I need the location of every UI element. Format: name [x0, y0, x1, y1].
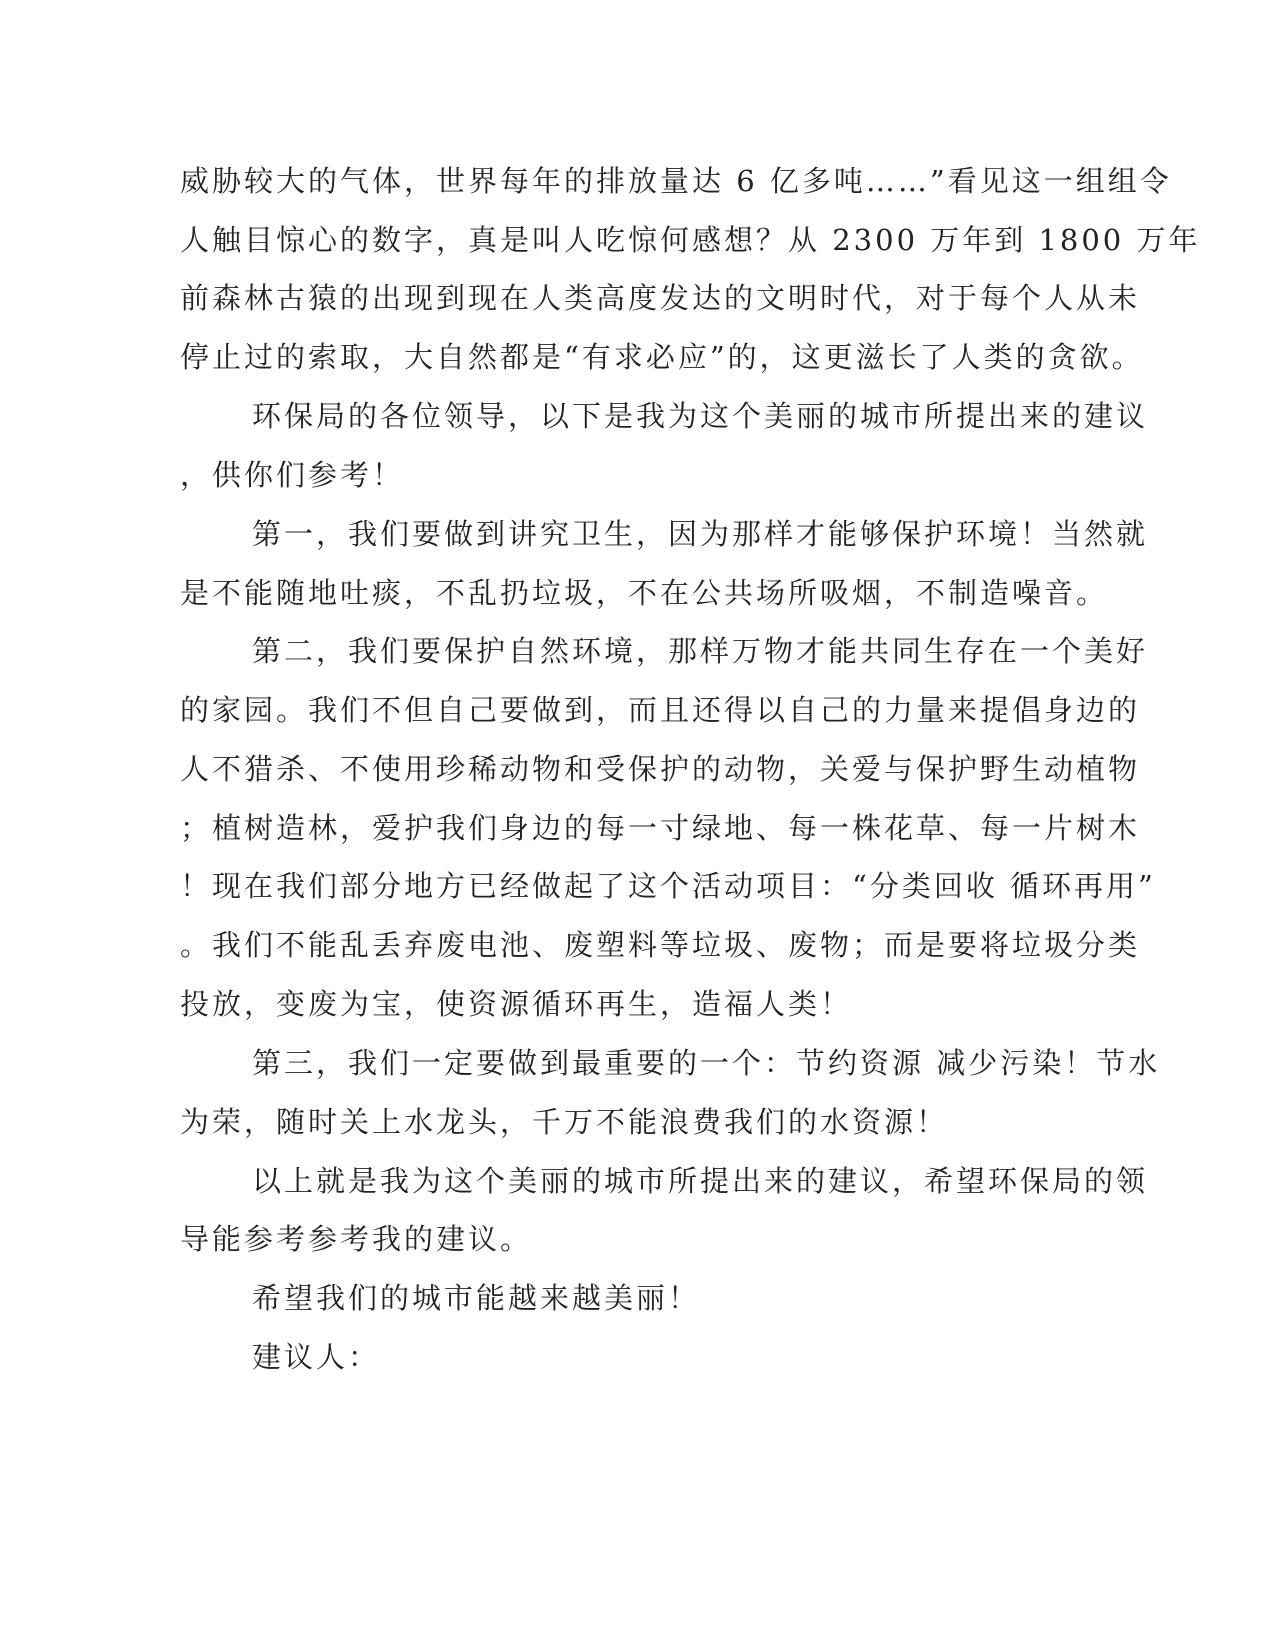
text-line: ，供你们参考！	[180, 458, 405, 492]
signature-label: 建议人：	[252, 1340, 381, 1374]
text-line: 是不能随地吐痰，不乱扔垃圾，不在公共场所吸烟，不制造噪音。	[180, 576, 1109, 610]
text-line: 的家园。我们不但自己要做到，而且还得以自己的力量来提倡身边的	[180, 693, 1141, 727]
text-line: 前森林古猿的出现到现在人类高度发达的文明时代，对于每个人从未	[180, 281, 1141, 315]
paragraph-first-line: 环保局的各位领导，以下是我为这个美丽的城市所提出来的建议	[252, 399, 1149, 433]
text-line: ；植树造林，爱护我们身边的每一寸绿地、每一株花草、每一片树木	[180, 811, 1141, 845]
paragraph-first-line: 第三，我们一定要做到最重要的一个：节约资源 减少污染！节水	[252, 1046, 1161, 1080]
text-line: 威胁较大的气体，世界每年的排放量达 6 亿多吨……”看见这一组组令	[180, 164, 1172, 198]
text-line: 停止过的索取，大自然都是“有求必应”的，这更滋长了人类的贪欲。	[180, 340, 1144, 374]
text-line: ！现在我们部分地方已经做起了这个活动项目：“分类回收 循环再用”	[180, 869, 1156, 903]
paragraph-first-line: 以上就是我为这个美丽的城市所提出来的建议，希望环保局的领	[252, 1164, 1149, 1198]
text-line: 投放，变废为宝，使资源循环再生，造福人类！	[180, 987, 853, 1021]
text-line: 人不猎杀、不使用珍稀动物和受保护的动物，关爱与保护野生动植物	[180, 752, 1141, 786]
paragraph-first-line: 希望我们的城市能越来越美丽！	[252, 1281, 701, 1315]
text-line: 为荣，随时关上水龙头，千万不能浪费我们的水资源！	[180, 1105, 949, 1139]
paragraph-first-line: 第一，我们要做到讲究卫生，因为那样才能够保护环境！当然就	[252, 517, 1149, 551]
text-line: 导能参考参考我的建议。	[180, 1222, 533, 1256]
text-line: 人触目惊心的数字，真是叫人吃惊何感想？从 2300 万年到 1800 万年	[180, 223, 1201, 257]
paragraph-first-line: 第二，我们要保护自然环境，那样万物才能共同生存在一个美好	[252, 634, 1149, 668]
text-line: 。我们不能乱丢弃废电池、废塑料等垃圾、废物；而是要将垃圾分类	[180, 928, 1141, 962]
